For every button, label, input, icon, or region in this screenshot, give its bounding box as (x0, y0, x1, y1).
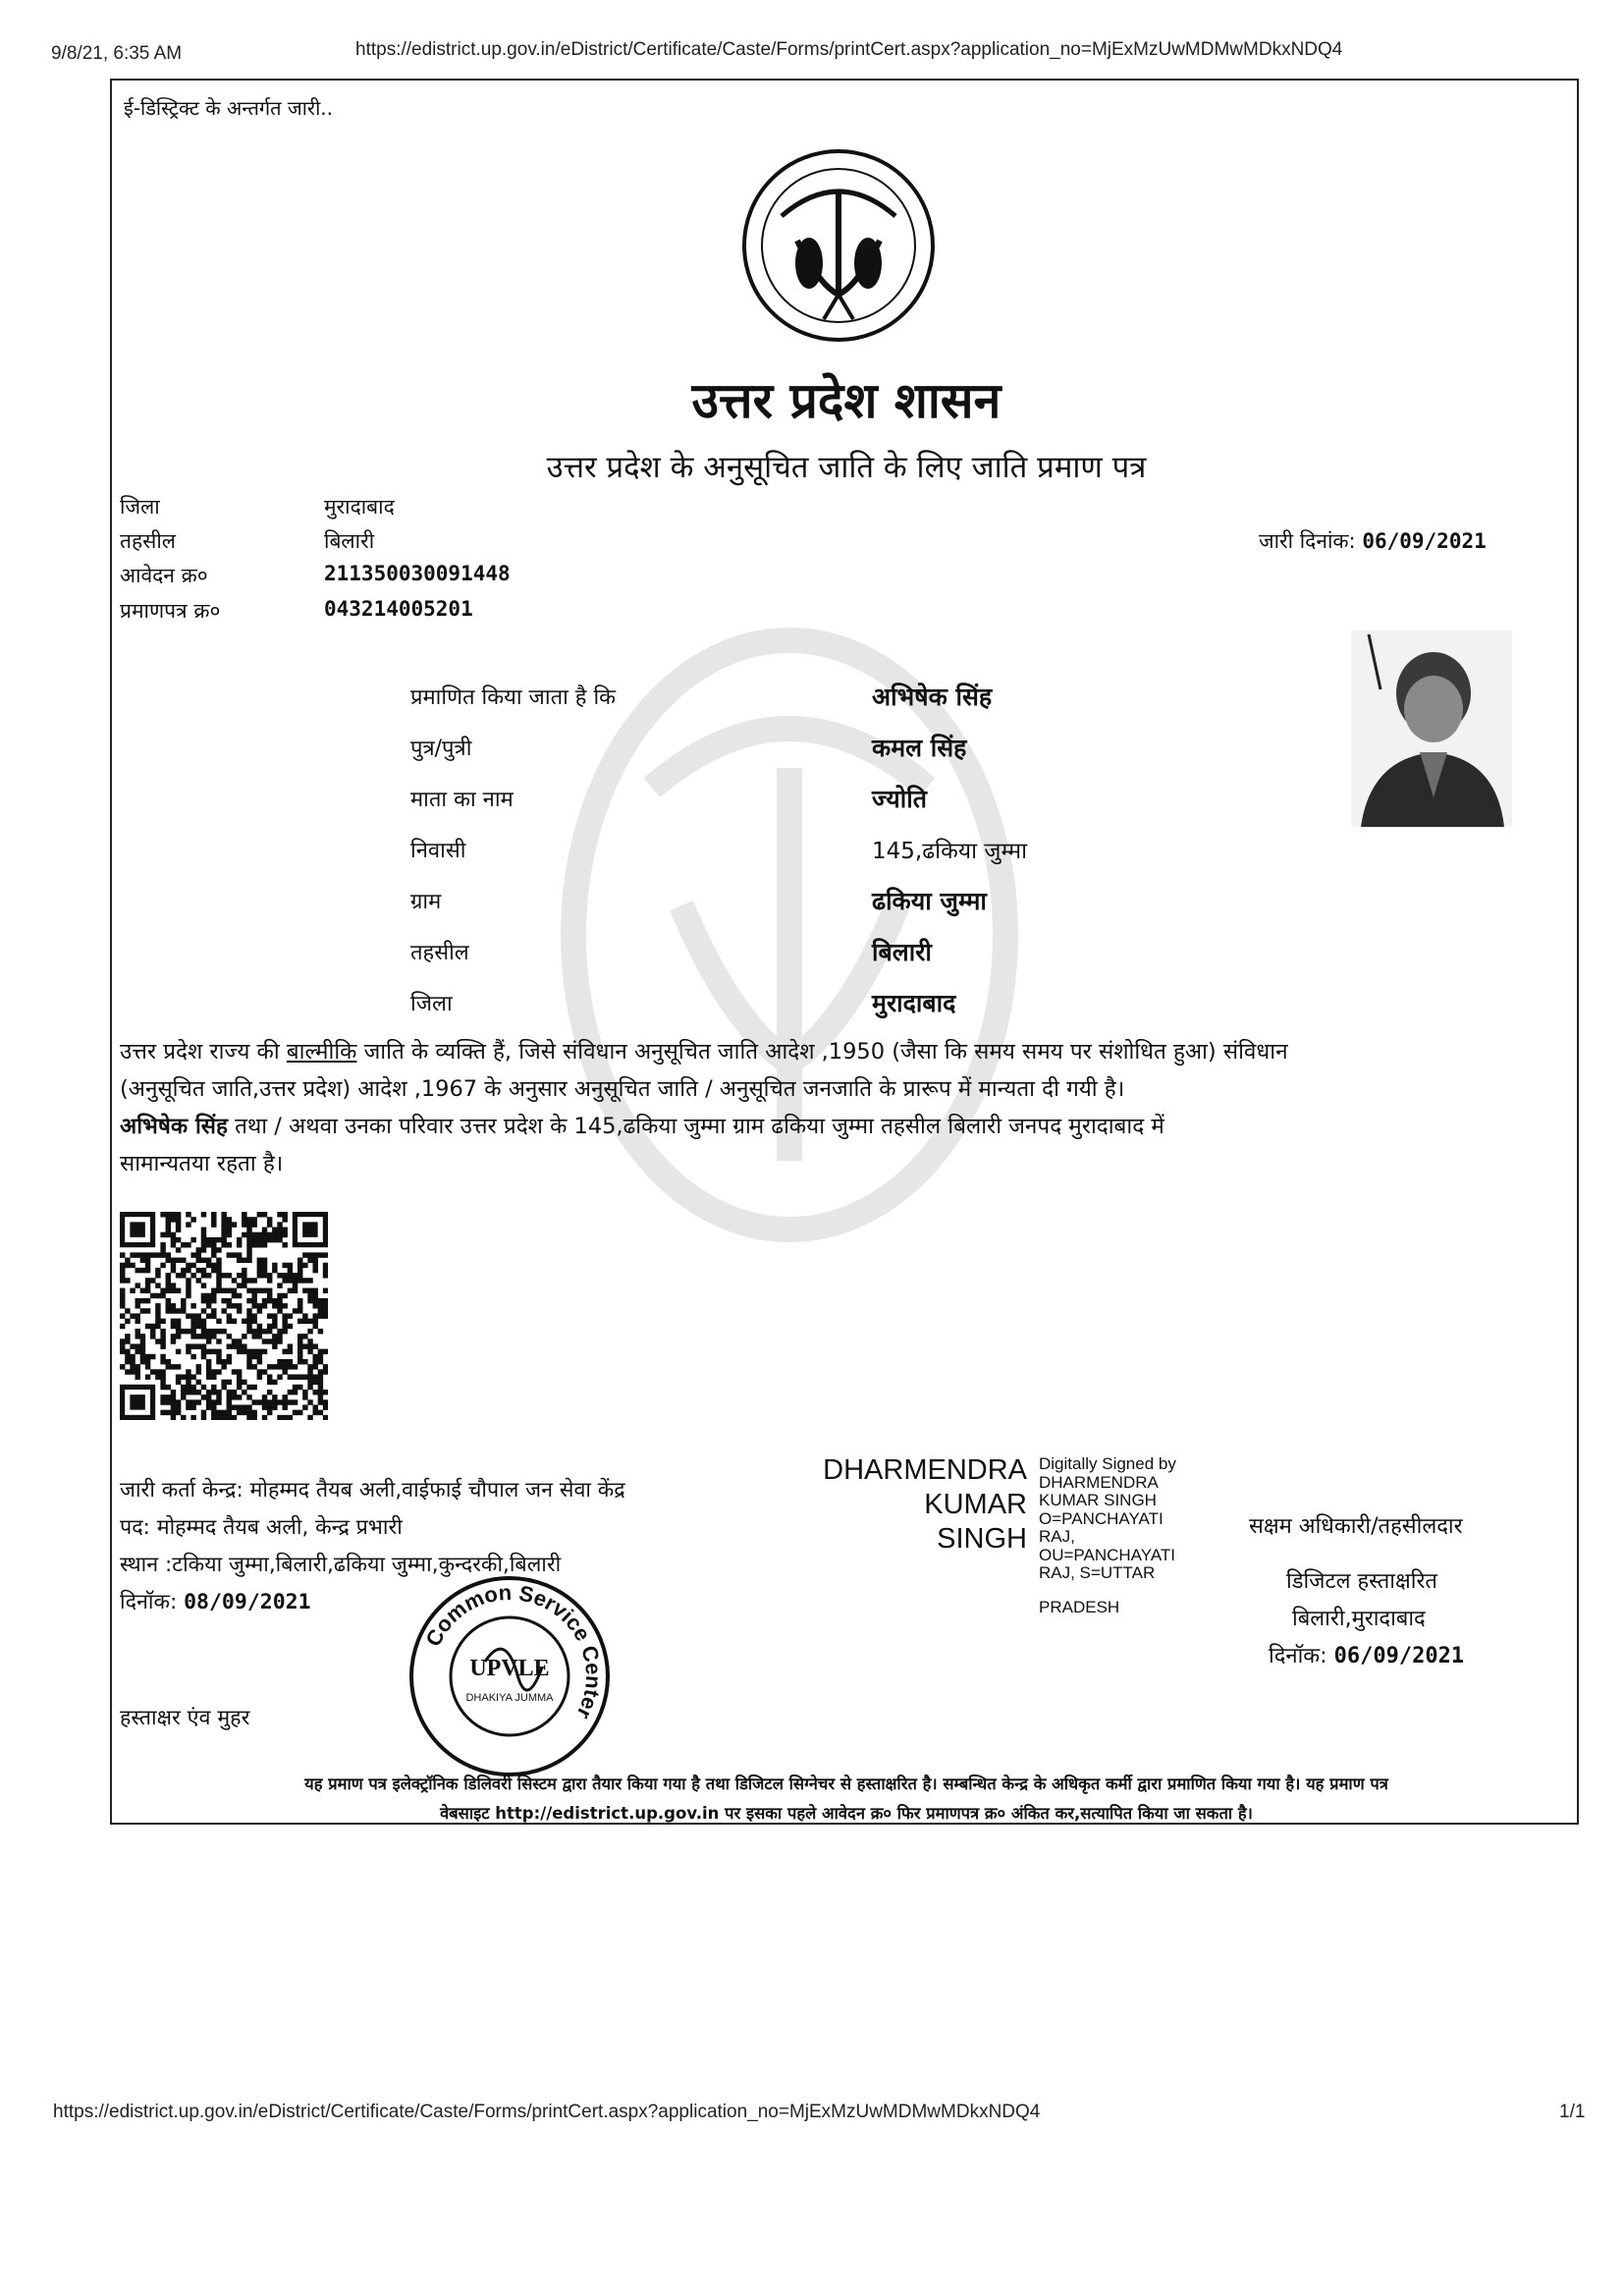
certificate-number-label: प्रमाणपत्र क्र० (120, 599, 221, 623)
field-value-name: अभिषेक सिंह (872, 683, 993, 711)
print-url-header: https://edistrict.up.gov.in/eDistrict/Certificate/Caste/Forms/printCert.aspx?application_no=MjExMzUwMDMwMDkxNDQ4 (355, 39, 1343, 60)
issue-date-value: 06/09/2021 (1362, 529, 1487, 553)
district-label: जिला (120, 495, 160, 519)
officer-date-value: 06/09/2021 (1333, 1644, 1465, 1668)
tehsil-value: बिलारी (324, 529, 375, 553)
application-number-label: आवेदन क्र० (120, 564, 208, 587)
up-government-emblem-icon (740, 147, 937, 344)
field-label-district: जिला (410, 992, 453, 1016)
issuer-date-value: 08/09/2021 (184, 1590, 311, 1614)
body-line-2: (अनुसूचित जाति,उत्तर प्रदेश) आदेश ,1967 के अनुसार अनुसूचित जाति / अनुसूचित जनजाति के प्रारूप में मान्यता दी गयी है। (120, 1076, 1125, 1102)
sig-detail-1: Digitally Signed by (1039, 1454, 1176, 1473)
field-label-certified: प्रमाणित किया जाता है कि (410, 685, 617, 710)
issue-date (1259, 527, 1487, 555)
signer-name-line-2: KUMAR (924, 1489, 1027, 1520)
seal-sub-text: DHAKIYA JUMMA (465, 1692, 554, 1704)
certificate-body (120, 1033, 1573, 1182)
field-label-village: ग्राम (410, 890, 442, 914)
issuer-date-label: दिनॉक: (120, 1590, 178, 1614)
caste-name: बाल्मीकि (286, 1039, 357, 1065)
signer-name-line-3: SINGH (937, 1523, 1027, 1555)
footer-notice-line-2: वेबसाइट http://edistrict.up.gov.in पर इसका पहले आवेदन क्र० फिर प्रमाणपत्र क्र० अंकित कर,सत्यापित किया जा सकता है। (440, 1804, 1253, 1823)
sig-detail-8: PRADESH (1039, 1597, 1120, 1616)
sig-detail-3: KUMAR SINGH (1039, 1491, 1157, 1509)
officer-date-label: दिनॉक: (1269, 1644, 1327, 1668)
officer-title: सक्षम अधिकारी/तहसीलदार (1249, 1514, 1463, 1539)
district-value: मुरादाबाद (324, 495, 395, 519)
certificate-number-value: 043214005201 (324, 597, 473, 621)
csc-seal-stamp (406, 1573, 613, 1779)
body-line-1 (120, 1033, 1573, 1070)
applicant-photo (1351, 630, 1512, 827)
digital-signature-details (1039, 1455, 1176, 1616)
field-label-mother: माता का नाम (410, 788, 514, 812)
issuer-date (120, 1587, 311, 1615)
body-line-1-pre: उत्तर प्रदेश राज्य की (120, 1039, 287, 1065)
officer-date (1269, 1640, 1464, 1669)
tehsil-label: तहसील (120, 529, 176, 553)
body-line-3-post: तथा / अथवा उनका परिवार उत्तर प्रदेश के 145,ढकिया जुम्मा ग्राम ढकिया जुम्मा तहसील बिलारी जनपद मुरादाबाद में (227, 1114, 1164, 1139)
sig-detail-7: RAJ, S=UTTAR (1039, 1563, 1156, 1582)
body-line-1-post: जाति के व्यक्ति हैं, जिसे संविधान अनुसूचित जाति आदेश ,1950 (जैसा कि समय समय पर संशोधित हुआ) संविधान (356, 1039, 1288, 1065)
print-url-footer: https://edistrict.up.gov.in/eDistrict/Certificate/Caste/Forms/printCert.aspx?application_no=MjExMzUwMDMwMDkxNDQ4 (53, 2102, 1041, 2122)
digital-signer-name (803, 1453, 1027, 1557)
officer-place: बिलारी,मुरादाबाद (1292, 1607, 1426, 1631)
signer-name-line-1: DHARMENDRA (823, 1454, 1027, 1486)
sig-detail-2: DHARMENDRA (1039, 1472, 1159, 1492)
certificate-frame (110, 79, 1579, 1825)
signature-and-seal-label: हस्ताक्षर एंव मुहर (120, 1706, 250, 1730)
seal-ring-text: Common Service Center (420, 1579, 607, 1723)
issuer-place: स्थान :टकिया जुम्मा,बिलारी,ढकिया जुम्मा,कुन्दरकी,बिलारी (120, 1553, 562, 1577)
body-line-4: सामान्यतया रहता है। (120, 1151, 284, 1176)
field-label-parent: पुत्र/पुत्री (410, 737, 472, 761)
field-value-resident: 145,ढकिया जुम्मा (872, 839, 1028, 864)
application-number-value: 211350030091448 (324, 562, 511, 585)
issuer-center: जारी कर्ता केन्द्र: मोहम्मद तैयब अली,वाईफाई चौपाल जन सेवा केंद्र (120, 1478, 625, 1503)
field-value-village: ढकिया जुम्मा (872, 887, 987, 915)
footer-notice-line-1: यह प्रमाण पत्र इलेक्ट्रॉनिक डिलिवरी सिस्टम द्वारा तैयार किया गया है तथा डिजिटल सिग्नेचर से हस्ताक्षरित है। सम्बन्धित केन्द्र के अधिकृत कर्मी द्वारा प्रमाणित किया गया है। यह प्रमाण पत्र (304, 1775, 1388, 1793)
field-value-mother: ज्योति (872, 785, 928, 813)
certificate-subtitle: उत्तर प्रदेश के अनुसूचित जाति के लिए जाति प्रमाण पत्र (546, 450, 1147, 485)
officer-digital-signed: डिजिटल हस्ताक्षरित (1286, 1569, 1437, 1594)
issuer-post: पद: मोहम्मद तैयब अली, केन्द्र प्रभारी (120, 1515, 403, 1540)
issued-under-note: ई-डिस्ट्रिक्ट के अन्तर्गत जारी.. (124, 96, 333, 120)
issue-date-label: जारी दिनांक: (1259, 529, 1356, 553)
sig-detail-4: O=PANCHAYATI (1039, 1508, 1164, 1528)
qr-code (120, 1212, 328, 1420)
field-value-district: मुरादाबाद (872, 989, 956, 1017)
body-line-3 (120, 1108, 1573, 1145)
seal-center-text: UPVLE (469, 1656, 550, 1681)
sig-detail-5: RAJ, (1039, 1527, 1075, 1546)
print-page-count: 1/1 (1559, 2102, 1586, 2122)
field-label-tehsil: तहसील (410, 941, 469, 965)
field-label-resident: निवासी (410, 839, 466, 863)
field-value-tehsil: बिलारी (872, 938, 932, 966)
field-value-father: कमल सिंह (872, 734, 967, 762)
body-applicant-name: अभिषेक सिंह (120, 1114, 228, 1139)
government-title: उत्तर प्रदेश शासन (691, 372, 1001, 429)
print-timestamp: 9/8/21, 6:35 AM (51, 43, 183, 64)
sig-detail-6: OU=PANCHAYATI (1039, 1545, 1176, 1564)
